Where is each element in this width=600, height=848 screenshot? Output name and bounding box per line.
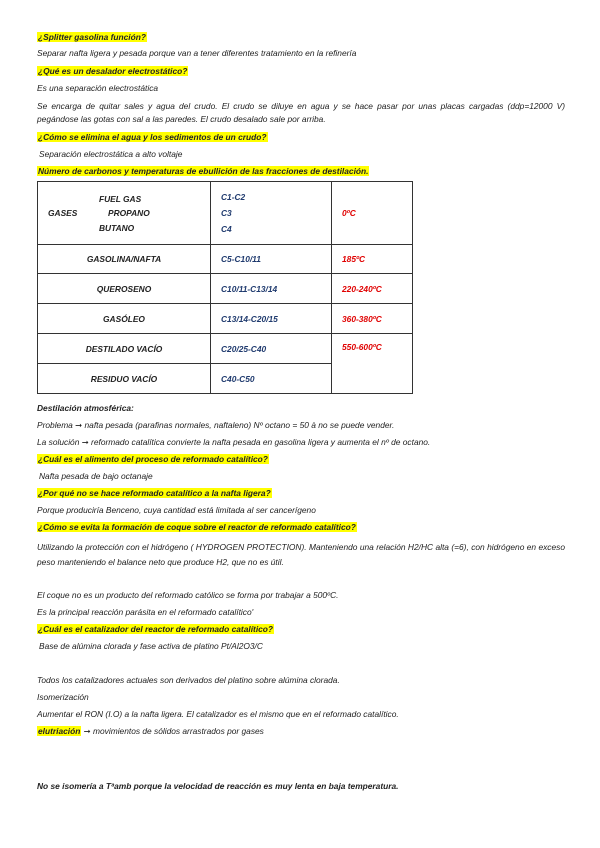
todos-line: Todos los catalizadores actuales son derivados del platino sobre alúmina clorada. [37, 675, 340, 685]
isomerizacion-line: Isomerización [37, 692, 89, 702]
fraction-name: GASOLINA/NAFTA [38, 245, 211, 274]
carbon-range: C13/14-C20/15 [211, 304, 332, 334]
solucion-line: La solución ➞ reformado catalítica convierte la nafta pesada en gasolina ligera y aumenta el nº de octano. [37, 437, 431, 447]
answer-agua: Separación electrostática a alto voltaje [39, 149, 183, 159]
fractions-table [37, 181, 413, 394]
boiling-temp: 185ºC [332, 245, 413, 274]
answer-coque: Utilizando la protección con el hidrógeno ( HYDROGEN PROTECTION). Manteniendo una relación H2/HC alta (=6), con hidrógeno en exceso peso manteniendo el balance neto que produce H2, que no es útil. [37, 542, 565, 567]
fraction-name: GASÓLEO [38, 304, 211, 334]
gases-cell [38, 182, 211, 245]
coque-note-1: El coque no es un producto del reformado católico se forma por trabajar a 500ºC. [37, 590, 339, 600]
ron-line: Aumentar el RON (I.O) a la nafta ligera. El catalizador es el mismo que en el reformado catalítico. [37, 709, 399, 719]
destilacion-title: Destilación atmosférica: [37, 403, 134, 413]
gas-name: FUEL GAS [99, 194, 142, 204]
elutriacion-line [37, 726, 264, 737]
gases-label: GASES [48, 208, 78, 218]
question-splitter: ¿Splitter gasolina función? [38, 32, 146, 42]
answer-splitter: Separar nafta ligera y pesada porque van a tener diferentes tratamiento en la refinería [37, 48, 357, 58]
boiling-temp: 220-240ºC [332, 274, 413, 304]
answer-catalizador: Base de alúmina clorada y fase activa de platino Pt/Al2O3/C [39, 641, 263, 651]
carbon-range: C4 [221, 224, 232, 234]
question-alimento: ¿Cuál es el alimento del proceso de reformado catalítico? [38, 454, 268, 464]
carbon-range: C20/25-C40 [211, 334, 332, 364]
table-row [38, 274, 413, 304]
gases-carbons-cell [211, 182, 332, 245]
elutriacion-definition: ➞ movimientos de sólidos arrastrados por gases [81, 726, 264, 736]
elutriacion-term: elutriación [38, 726, 81, 736]
table-row [38, 304, 413, 334]
carbon-range: C5-C10/11 [211, 245, 332, 274]
table-row [38, 334, 413, 364]
table-row [38, 182, 413, 245]
answer-desalador-1: Es una separación electrostática [37, 83, 159, 93]
question-table: Número de carbonos y temperaturas de ebullición de las fracciones de destilación. [38, 166, 369, 176]
problema-line: Problema ➞ nafta pesada (parafinas normales, naftaleno) Nº octano = 50 à no se puede vender. [37, 420, 395, 430]
carbon-range: C10/11-C13/14 [211, 274, 332, 304]
question-catalizador: ¿Cuál es el catalizador del reactor de reformado catalítico? [38, 624, 274, 634]
answer-alimento: Nafta pesada de bajo octanaje [39, 471, 153, 481]
carbon-range: C1-C2 [221, 192, 246, 202]
carbon-range: C40-C50 [211, 364, 332, 394]
answer-ligera: Porque produciría Benceno, cuya cantidad está limitada al ser cancerígeno [37, 505, 316, 515]
fraction-name: RESIDUO VACÍO [38, 364, 211, 394]
question-agua: ¿Cómo se elimina el agua y los sedimentos de un crudo? [38, 132, 267, 142]
final-line: No se isomería a Tªamb porque la velocidad de reacción es muy lenta en baja temperatura. [37, 781, 399, 791]
table-row [38, 245, 413, 274]
question-desalador: ¿Qué es un desalador electrostático? [38, 66, 188, 76]
fraction-name: QUEROSENO [38, 274, 211, 304]
gas-name: BUTANO [99, 223, 135, 233]
boiling-temp: 360-380ºC [332, 304, 413, 334]
carbon-range: C3 [221, 208, 232, 218]
question-coque: ¿Cómo se evita la formación de coque sobre el reactor de reformado catalítico? [38, 522, 356, 532]
question-ligera: ¿Por qué no se hace reformado catalítico a la nafta ligera? [38, 488, 271, 498]
boiling-temp: 550-600ºC [332, 334, 413, 394]
answer-desalador-2: Se encarga de quitar sales y agua del crudo. El crudo se diluye en agua y se hace pasar por unas placas cargadas (ddp=12000 V) pegándose las gotas con sal a las paredes. El crudo desalado sale por arriba. [37, 101, 565, 124]
fraction-name: DESTILADO VACÍO [38, 334, 211, 364]
gases-temp-cell: 0ºC [332, 182, 413, 245]
gas-name: PROPANO [108, 208, 150, 218]
coque-note-2: Es la principal reacción parásita en el reformado catalítico' [37, 607, 254, 617]
